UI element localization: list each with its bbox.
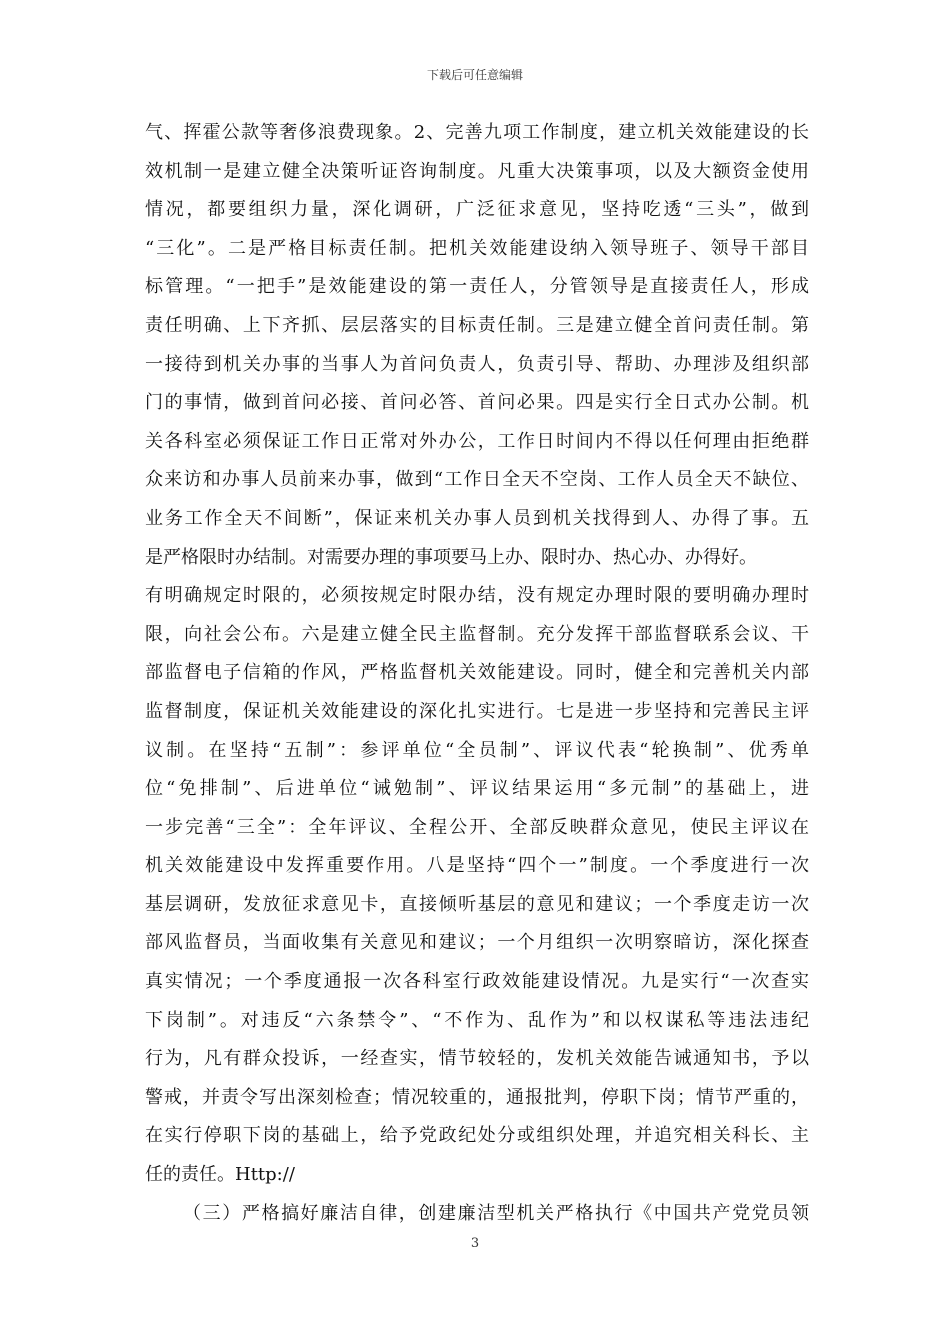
body-text: [145, 114, 809, 1233]
text-line: 效机制一是建立健全决策听证咨询制度。凡重大决策事项，以及大额资金使用: [145, 160, 809, 182]
text-line: （三）严格搞好廉洁自律，创建廉洁型机关严格执行《中国共产党党员领: [183, 1202, 809, 1224]
text-line: 责任明确、上下齐抓、层层落实的目标责任制。三是建立健全首问责任制。第: [145, 314, 809, 336]
text-line: 限，向社会公布。六是建立健全民主监督制。充分发挥干部监督联系会议、干: [145, 623, 809, 645]
text-line: 行为，凡有群众投诉，一经查实，情节较轻的，发机关效能告诫通知书，予以: [145, 1048, 809, 1070]
text-line: 有明确规定时限的，必须按规定时限办结，没有规定办理时限的要明确办理时: [145, 585, 809, 607]
text-line: 任的责任。Http://: [145, 1164, 295, 1186]
page-header: 下载后可任意编辑: [426, 68, 523, 82]
text-line: 一接待到机关办事的当事人为首问负责人，负责引导、帮助、办理涉及组织部: [145, 353, 809, 375]
text-line: 部监督电子信箱的作风，严格监督机关效能建设。同时，健全和完善机关内部: [145, 662, 809, 684]
text-line: 警戒，并责令写出深刻检查；情况较重的，通报批判，停职下岗；情节严重的，: [145, 1086, 809, 1108]
text-line: 下岗制”。对违反“六条禁令”、“不作为、乱作为”和以权谋私等违法违纪: [145, 1009, 809, 1031]
text-line: 关各科室必须保证工作日正常对外办公，工作日时间内不得以任何理由拒绝群: [145, 430, 809, 452]
text-line: 标管理。“一把手”是效能建设的第一责任人，分管领导是直接责任人，形成: [145, 276, 809, 298]
text-line: 部风监督员，当面收集有关意见和建议；一个月组织一次明察暗访，深化探查: [145, 932, 809, 954]
text-line: 气、挥霍公款等奢侈浪费现象。2、完善九项工作制度，建立机关效能建设的长: [145, 122, 809, 143]
text-line: 监督制度，保证机关效能建设的深化扎实进行。七是进一步坚持和完善民主评: [145, 700, 809, 722]
text-line: 在实行停职下岗的基础上，给予党政纪处分或组织处理，并追究相关科长、主: [145, 1125, 809, 1147]
text-line: 议制。在坚持“五制”：参评单位“全员制”、评议代表“轮换制”、优秀单: [145, 739, 809, 761]
text-line: 位“免排制”、后进单位“诫勉制”、评议结果运用“多元制”的基础上，进: [145, 778, 809, 800]
text-line: 基层调研，发放征求意见卡，直接倾听基层的意见和建议；一个季度走访一次: [145, 893, 809, 915]
text-line: “三化”。二是严格目标责任制。把机关效能建设纳入领导班子、领导干部目: [145, 237, 809, 259]
text-line: 真实情况；一个季度通报一次各科室行政效能建设情况。九是实行“一次查实: [145, 971, 809, 993]
text-line: 门的事情，做到首问必接、首问必答、首问必果。四是实行全日式办公制。机: [145, 392, 809, 414]
text-line: 情况，都要组织力量，深化调研，广泛征求意见，坚持吃透“三头”，做到: [145, 199, 809, 221]
text-line: 机关效能建设中发挥重要作用。八是坚持“四个一”制度。一个季度进行一次: [145, 855, 809, 877]
text-line: 是严格限时办结制。对需要办理的事项要马上办、限时办、热心办、办得好。: [145, 546, 757, 568]
text-line: 一步完善“三全”：全年评议、全程公开、全部反映群众意见，使民主评议在: [145, 816, 809, 838]
page-number: 3: [470, 1236, 480, 1251]
text-line: 众来访和办事人员前来办事，做到“工作日全天不空岗、工作人员全天不缺位、: [145, 469, 809, 491]
text-line: 业务工作全天不间断”，保证来机关办事人员到机关找得到人、办得了事。五: [145, 507, 809, 529]
